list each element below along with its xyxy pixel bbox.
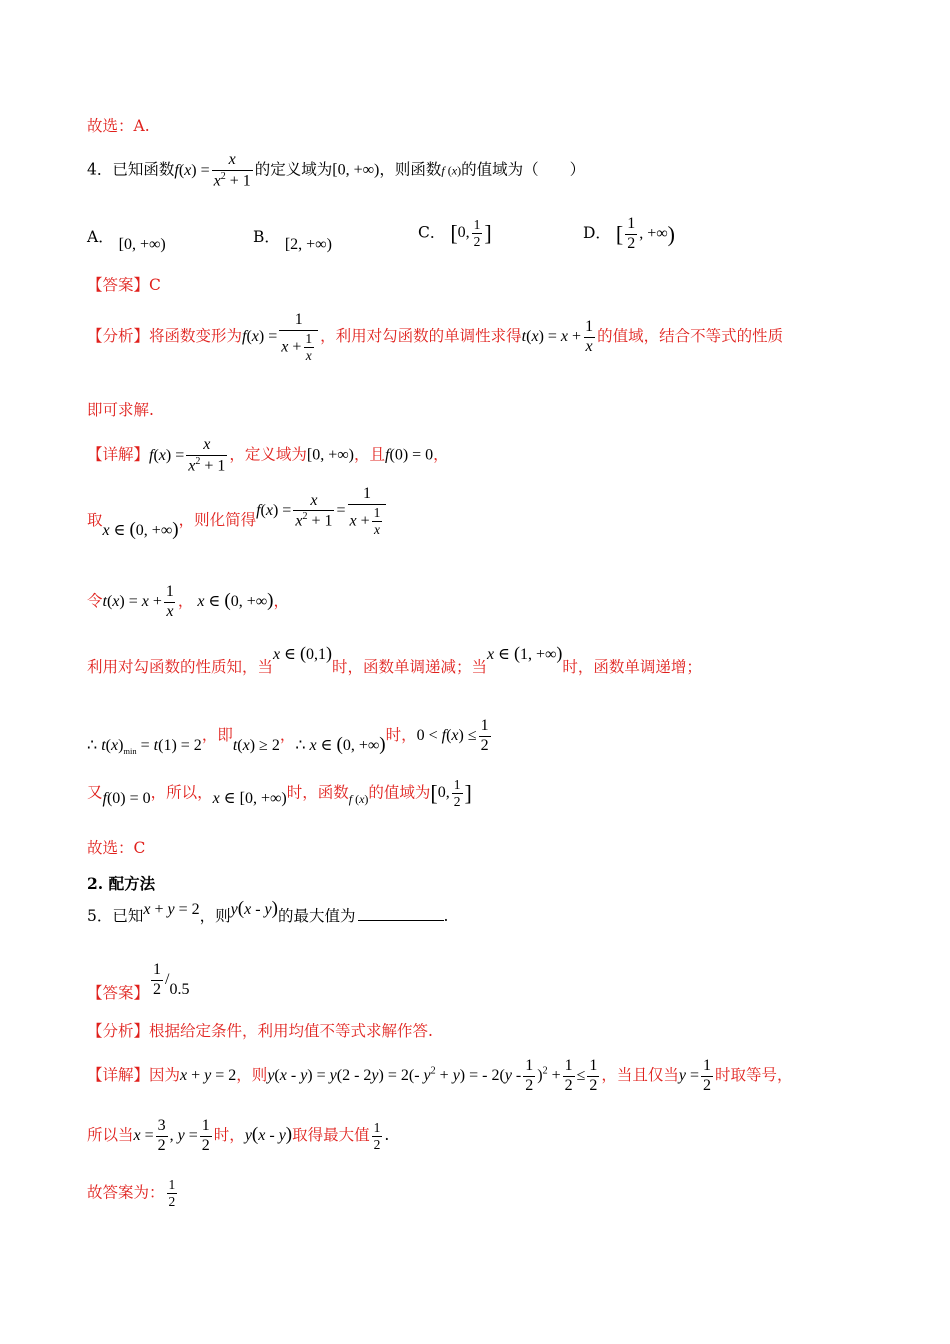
q5-final-label: 故答案为： xyxy=(87,1183,165,1202)
q5-answer-alt: 0.5 xyxy=(169,980,190,998)
q5-answer-blank xyxy=(358,920,444,921)
q4-detail-f0: f(0) = 0 xyxy=(385,446,434,464)
q4-also-text-c: 时，函数 xyxy=(286,783,349,802)
q5-final-value: $\frac{1}{2}$ xyxy=(168,1177,176,1210)
section-title: 2. 配方法 xyxy=(87,874,156,893)
q5-so-text-b: 时， xyxy=(213,1125,245,1144)
option-a-value: [0, +∞) xyxy=(118,236,166,253)
q5-detail-equality: y = $\frac{1}{2}$ xyxy=(678,1057,712,1094)
q5-then-text: ，则 xyxy=(199,907,231,925)
q4-let: 令t(x) = x + $\frac{1}{x}$ ， x ∈ (0, +∞)， xyxy=(87,583,289,620)
q4-min-ineq: t(x) ≥ 2 xyxy=(232,736,280,754)
q4-answer: 【答案】C xyxy=(87,276,161,294)
q4-min-text-a: ，即 xyxy=(201,725,233,744)
q4-take-label: 取 xyxy=(87,511,103,530)
option-b-label: B． xyxy=(253,228,280,246)
q5-tail-text: 的最大值为 xyxy=(277,907,356,925)
q4-function-formula: f(x) = $\frac{x}{x^2 + 1}$ xyxy=(174,151,251,190)
q4-take-interval: x ∈ (0, +∞) xyxy=(102,519,179,541)
q5-answer xyxy=(87,961,190,1002)
q4-detail-formula: f(x) = $\frac{x}{x^2 + 1}$ xyxy=(149,436,226,475)
q5-so-expression: y(x - y) xyxy=(244,1123,293,1145)
option-a xyxy=(87,228,166,253)
q4-also xyxy=(87,778,472,809)
q5-analysis: 【分析】根据给定条件，利用均值不等式求解作答. xyxy=(87,1022,433,1040)
option-c-label: C． xyxy=(418,223,446,242)
q4-mid-text: 的定义域为 xyxy=(254,160,333,179)
q5-detail-derivation: y(x - y) = y(2 - 2y) = 2(- $y^2 + y$) = - 2(y - $\frac{1}{2}$ )$^2$ + $\frac{1}{2}$ ≤ $\frac{1}{2}$ xyxy=(267,1057,598,1094)
q4-simplify-formula: f(x) = $\frac{x}{x^2 + 1}$ = 1 x + $\frac{1}{x}$ xyxy=(256,502,388,519)
q4-mono-interval-2: x ∈ (1, +∞) xyxy=(486,643,563,663)
q5-number: 5．已知 xyxy=(87,907,144,925)
q5-expression: y(x - y) xyxy=(230,898,278,919)
q4-analysis-text-c: 的值域，结合不等式的性质 xyxy=(597,327,784,346)
q5-so: 所以当x = $\frac{3}{2}$ , y = $\frac{1}{2}$ 时，y(x - y)取得最大值 $\frac{1}{2}$ . xyxy=(87,1117,390,1154)
q4-mono-text-a: 利用对勾函数的性质知，当 xyxy=(87,658,274,676)
option-b xyxy=(253,228,332,253)
q5-detail-text-c: ，当且仅当 xyxy=(601,1065,679,1084)
q4-take xyxy=(87,485,388,547)
q4-detail-label: 【详解】 xyxy=(87,445,150,464)
q4-analysis xyxy=(87,312,783,363)
q4-also-domain: x ∈ [0, +∞) xyxy=(212,790,287,808)
q5-so-values: x = $\frac{3}{2}$ , y = $\frac{1}{2}$ xyxy=(133,1117,210,1154)
q5-so-text-c: 取得最大值 xyxy=(292,1125,370,1144)
q5-answer-value: $\frac{1}{2}$ /0.5 xyxy=(153,961,190,998)
q4-let-interval: x ∈ (0, +∞) xyxy=(197,589,274,611)
q4-fx-small: f (x) xyxy=(441,163,462,178)
q4-detail: 【详解】f(x) = $\frac{x}{x^2 + 1}$ ，定义域为[0, +∞)，且f(0) = 0， xyxy=(87,436,449,475)
q4-mono-interval-1: x ∈ (0,1) xyxy=(273,643,332,663)
q4-mono-text-c: 时，函数单调递增； xyxy=(562,658,702,676)
q4-min-range: 0 < f(x) ≤ $\frac{1}{2}$ xyxy=(416,717,489,754)
q5-detail-text-b: ，则 xyxy=(236,1065,268,1084)
q4-minimum: ∴ $t(x)_{min} = t(1) = 2$，即t(x) ≥ 2，∴ x ∈ (0, +∞)时，0 < f(x) ≤ $\frac{1}{2}$ xyxy=(87,718,493,755)
q4-let-formula: t(x) = x + $\frac{1}{x}$ xyxy=(102,583,174,620)
q4-min-text-b: 时， xyxy=(385,725,417,744)
q4-domain: [0, +∞) xyxy=(332,161,380,179)
q4-monotonic xyxy=(87,643,702,676)
q4-choose: 故选：C xyxy=(87,839,146,857)
question-5: 5．已知x + y = 2，则y(x - y)的最大值为 . xyxy=(87,898,449,925)
q4-analysis-formula-2: t(x) = x + $\frac{1}{x}$ xyxy=(521,318,594,356)
q4-detail-text-b: ，定义域为 xyxy=(229,445,307,464)
q4-also-f0: f(0) = 0 xyxy=(102,790,151,808)
q4-also-text-a: 又 xyxy=(87,783,103,802)
q4-detail-domain: [0, +∞) xyxy=(306,446,355,464)
option-d xyxy=(583,216,675,253)
q4-simplify-text: ，则化简得 xyxy=(178,511,257,530)
q4-tail-text: 的值域为（ ） xyxy=(461,160,586,179)
option-d-label: D． xyxy=(583,223,611,242)
q4-also-text-b: ，所以， xyxy=(150,783,213,802)
q5-final xyxy=(87,1178,179,1209)
q5-detail-text-d: 时取等号， xyxy=(715,1065,793,1084)
q4-detail-text-c: ，且 xyxy=(354,445,386,464)
option-a-label: A． xyxy=(87,228,114,246)
option-d-value: [ $\frac{1}{2}$ , +∞) xyxy=(615,215,675,252)
q5-detail xyxy=(87,1058,793,1095)
previous-choice: 故选：A. xyxy=(87,117,150,135)
q5-so-text-a: 所以当 xyxy=(87,1125,134,1144)
q4-min-formula: ∴ $t(x)_{min} = t(1) = 2$ xyxy=(87,736,202,757)
q5-condition: x + y = 2 xyxy=(143,901,200,918)
question-4 xyxy=(87,152,585,190)
q4-min-interval: ∴ x ∈ (0, +∞) xyxy=(295,733,386,755)
option-c xyxy=(418,218,492,249)
q4-also-range: [0, $\frac{1}{2}$ ] xyxy=(430,777,472,810)
q4-also-text-d: 的值域为 xyxy=(368,783,431,802)
q5-detail-label: 【详解】因为 xyxy=(87,1065,181,1084)
q4-then-text: ，则函数 xyxy=(379,160,442,179)
q5-detail-condition: x + y = 2 xyxy=(180,1066,237,1084)
q4-analysis-text-b: ，利用对勾函数的单调性求得 xyxy=(320,327,522,346)
option-c-value: [0, $\frac{1}{2}$ ] xyxy=(450,217,492,250)
option-b-value: [2, +∞) xyxy=(284,236,332,253)
q5-answer-label: 【答案】 xyxy=(87,983,150,1002)
q4-also-fx: f (x) xyxy=(348,792,369,807)
q4-analysis-formula-1: f(x) = 1 x + $\frac{1}{x}$ xyxy=(242,328,320,345)
q4-number: 4．已知函数 xyxy=(87,160,175,179)
q5-so-max: $\frac{1}{2}$ xyxy=(373,1119,381,1152)
q4-mono-text-b: 时，函数单调递减；当 xyxy=(331,658,487,676)
q4-analysis-text-a: 【分析】将函数变形为 xyxy=(87,327,243,346)
q4-analysis-end: 即可求解. xyxy=(87,401,154,419)
q4-let-label: 令 xyxy=(87,591,103,610)
